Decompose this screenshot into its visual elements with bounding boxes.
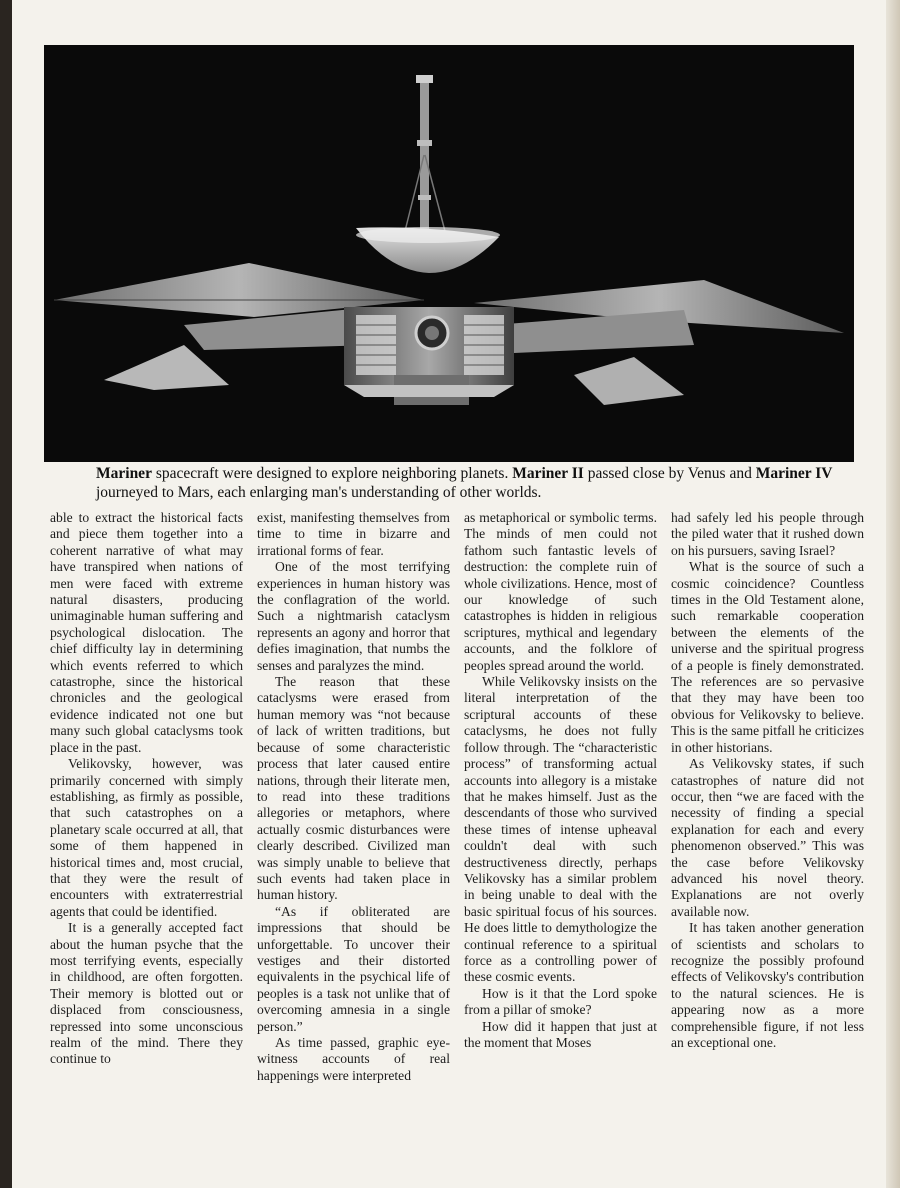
figure-caption [96,464,836,502]
magazine-page [12,0,900,1188]
paragraph: as metaphorical or symbolic terms. The minds of men could not fathom such fantastic levels of destruction: the complete ruin of whole civilizations. Hence, most of our knowledge of such catastrophes is hidden in religious scriptures, mythical and legendary accounts, and the folklore of peoples spread around the world. [464,510,657,673]
paragraph: The reason that these cataclysms were erased from human memory was “not because of lack of written traditions, but because of some characteristic process that later caused entire nations, through their literate men, to read into these traditions allegories or metaphors, where actually cosmic disturbances were clearly described. Civilized man was simply unable to believe that such events had taken place in human history. [257,674,450,903]
text-column-2 [257,510,450,1084]
paragraph: “As if obliterated are impressions that should be unforgettable. To uncover their vestiges and their distorted equivalents in the psychical life of peoples is a task not unlike that of overcoming amnesia in a single person.” [257,903,450,1034]
text-column-4 [671,510,864,1051]
caption-text-3: journeyed to Mars, each enlarging man's understanding of other worlds. [96,484,542,501]
paragraph: had safely led his people through the piled water that it rushed down on his pursuers, saving Israel? [671,510,864,558]
text-column-1 [50,510,243,1068]
mariner-spacecraft-photo [44,45,854,462]
paragraph: How did it happen that just at the moment that Moses [464,1018,657,1050]
caption-bold-mariner-iv: Mariner IV [755,465,833,482]
paragraph: It has taken another generation of scientists and scholars to recognize the possibly profound effects of Velikovsky's contribution to the natural sciences. He is appearing now as a more comprehensible figure, if not less an exceptional one. [671,920,864,1050]
paragraph: One of the most terrifying experiences in human history was the conflagration of the world. Such a nightmarish cataclysm represents an agony and horror that defies imagination, that numbs the senses and paralyzes the mind. [257,559,450,673]
spacecraft-illustration-icon [44,45,854,462]
paragraph: It is a generally accepted fact about the human psyche that the most terrifying events, especially in childhood, are often forgotten. Their memory is blotted out or displaced from consciousness, repressed into some unconscious realm of the mind. There they continue to [50,920,243,1067]
paragraph: How is it that the Lord spoke from a pillar of smoke? [464,985,657,1018]
paragraph: Velikovsky, however, was primarily concerned with simply establishing, as firmly as possible, that such catastrophes on a planetary scale occurred at all, that some of them happened in historical times and, most crucial, that they were the result of encounters with extraterrestrial agents that could be identified. [50,756,243,919]
paragraph: As Velikovsky states, if such catastrophes of nature did not occur, then “we are faced with the necessity of finding a special explanation for each and every phenomenon observed.” This was the case before Velikovsky advanced his novel theory. Explanations are not overly available now. [671,756,864,919]
caption-text-1: spacecraft were designed to explore neighboring planets. [151,465,513,482]
text-column-3 [464,510,657,1051]
caption-text-2: passed close by Venus and [583,465,756,482]
caption-bold-mariner-ii: Mariner II [512,465,584,482]
page-edge-shadow [886,0,900,1188]
caption-bold-mariner: Mariner [96,465,152,482]
paragraph: As time passed, graphic eye-witness accounts of real happenings were interpreted [257,1035,450,1083]
paragraph: While Velikovsky insists on the literal interpretation of the scriptural accounts of these cataclysms, he does not fully follow through. The “characteristic process” of transforming actual accounts into allegory is a mistake that he makes himself. Just as the descendants of those who survived these times of intense upheaval couldn't deal with such destructiveness directly, perhaps Velikovsky has a similar problem in being unable to deal with the basic spiritual focus of his sources. He does little to demythologize the continual reference to a spiritual force as a controlling power of these cosmic events. [464,674,657,985]
paragraph: exist, manifesting themselves from time to time in bizarre and irrational forms of fear. [257,510,450,558]
paragraph: able to extract the historical facts and piece them together into a coherent narrative of what may have transpired when nations of men were faced with extreme natural disasters, producing unimaginable human suffering and psychological dislocation. The chief difficulty lay in determining which events referred to which catastrophe, since the historical chronicles and the geological evidence indicated not one but many such global cataclysms took place in the past. [50,510,243,755]
paragraph: What is the source of such a cosmic coincidence? Countless times in the Old Testament alone, such remarkable cooperation between the elements of the universe and the spiritual progress of a people is finely demonstrated. The references are so pervasive that they may have been too obvious for Velikovsky to believe. This is the same pitfall he criticizes in other historians. [671,559,864,755]
